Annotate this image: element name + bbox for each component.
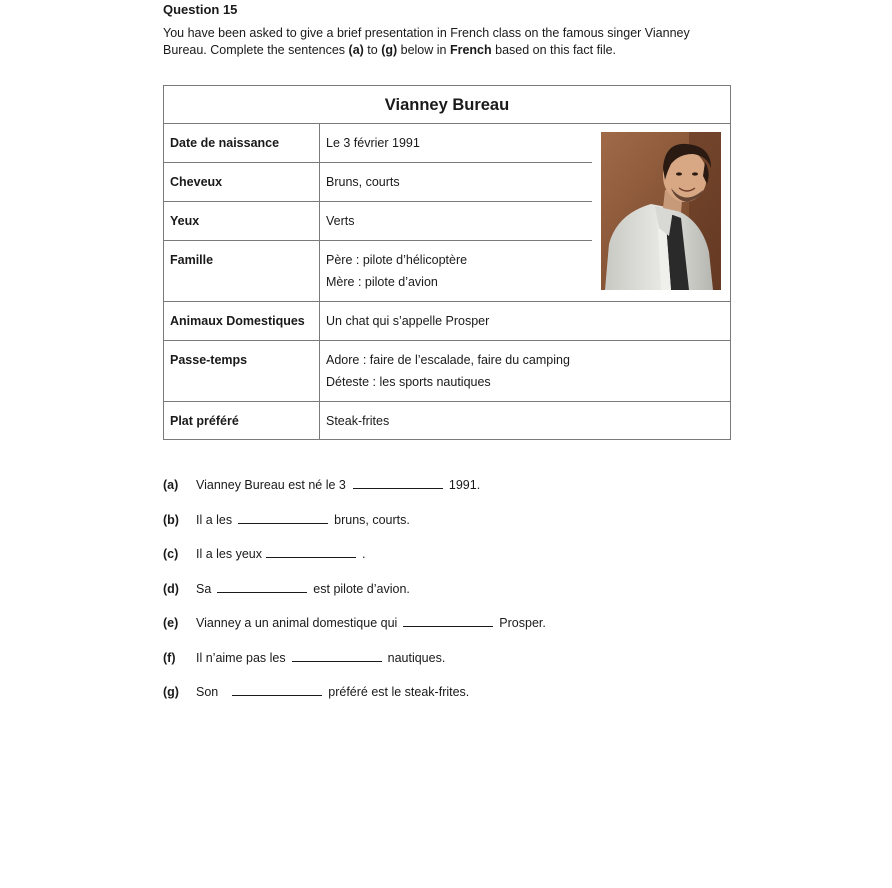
instructions-line-2b: (a) [348,43,364,57]
fact-file-title: Vianney Bureau [164,86,730,124]
answer-blank[interactable] [403,614,493,627]
sentence-text-after: Prosper. [499,616,546,630]
fact-file-row-hobbies [164,341,730,402]
sentence-text-before: Vianney Bureau est né le 3 [196,478,346,492]
sentence-label: (g) [163,685,179,699]
answer-blank[interactable] [232,683,322,696]
instructions-line-2e: below in [397,43,450,57]
sentence-e [163,614,546,630]
instructions-line-2f: French [449,43,492,57]
sentence-label: (e) [163,616,179,630]
instructions-line-2a: Bureau. Complete the sentences [163,43,349,57]
instructions-line-2g: based on this fact file. [491,43,617,57]
fact-file-row-pets [164,302,730,341]
sentence-label: (f) [163,651,176,665]
fact-file-label: Yeux [170,214,200,228]
fact-file-value: Bruns, courts [326,175,400,189]
sentence-d [163,580,410,596]
sentence-text-before: Il a les [196,513,233,527]
sentence-f [163,649,445,665]
sentence-text-after: . [362,547,366,561]
sentence-text-after: bruns, courts. [334,513,410,527]
answer-blank[interactable] [292,649,382,662]
sentence-text-after: est pilote d’avion. [313,582,410,596]
fact-file-row-hair [164,163,592,202]
fact-file-value: Verts [326,214,355,228]
question-title: Question 15 [163,2,238,17]
fact-file-value: Déteste : les sports nautiques [326,375,491,389]
fact-file-value: Le 3 février 1991 [326,136,420,150]
singer-photo-illustration [601,132,721,290]
sentence-c [163,545,366,561]
instructions-line-2c: to [363,43,382,57]
sentence-text-after: 1991. [448,478,481,492]
sentence-g [163,683,469,699]
fact-file-value: Steak-frites [326,414,390,428]
fact-file-label: Cheveux [170,175,223,189]
answer-blank[interactable] [238,511,328,524]
instructions-line-2d: (g) [381,43,398,57]
fact-file-label: Plat préféré [170,414,239,428]
fact-file-table [163,85,731,440]
sentence-label: (b) [163,513,179,527]
sentence-text-before: Son [196,685,219,699]
fact-file-value: Adore : faire de l’escalade, faire du camping [326,353,570,367]
answer-blank[interactable] [217,580,307,593]
sentence-text-before: Il n’aime pas les [196,651,286,665]
fact-file-row-birthdate [164,124,592,163]
fact-file-row-eyes [164,202,592,241]
sentence-b [163,511,410,527]
sentence-text-before: Il a les yeux [196,547,263,561]
fact-file-row-favourite-dish [164,402,730,440]
fact-file-label: Passe-temps [170,353,248,367]
fact-file-value: Mère : pilote d’avion [326,275,438,289]
fact-file-value: Un chat qui s’appelle Prosper [326,314,490,328]
sentence-text-before: Sa [196,582,212,596]
fact-file-label: Animaux Domestiques [170,314,305,328]
sentence-text-after: préféré est le steak-frites. [328,685,470,699]
singer-photo [601,132,721,290]
sentence-text-after: nautiques. [387,651,446,665]
fact-file-label: Date de naissance [170,136,280,150]
sentence-text-before: Vianney a un animal domestique qui [196,616,398,630]
fact-file-value: Père : pilote d’hélicoptère [326,253,468,267]
sentence-label: (d) [163,582,179,596]
instructions-line-1: You have been asked to give a brief presentation in French class on the famous singer Vianney [163,26,690,40]
sentence-label: (c) [163,547,179,561]
answer-blank[interactable] [353,476,443,489]
fact-file-label: Famille [170,253,214,267]
sentence-label: (a) [163,478,179,492]
question-instructions [163,25,723,59]
sentence-a [163,476,480,492]
answer-blank[interactable] [266,545,356,558]
